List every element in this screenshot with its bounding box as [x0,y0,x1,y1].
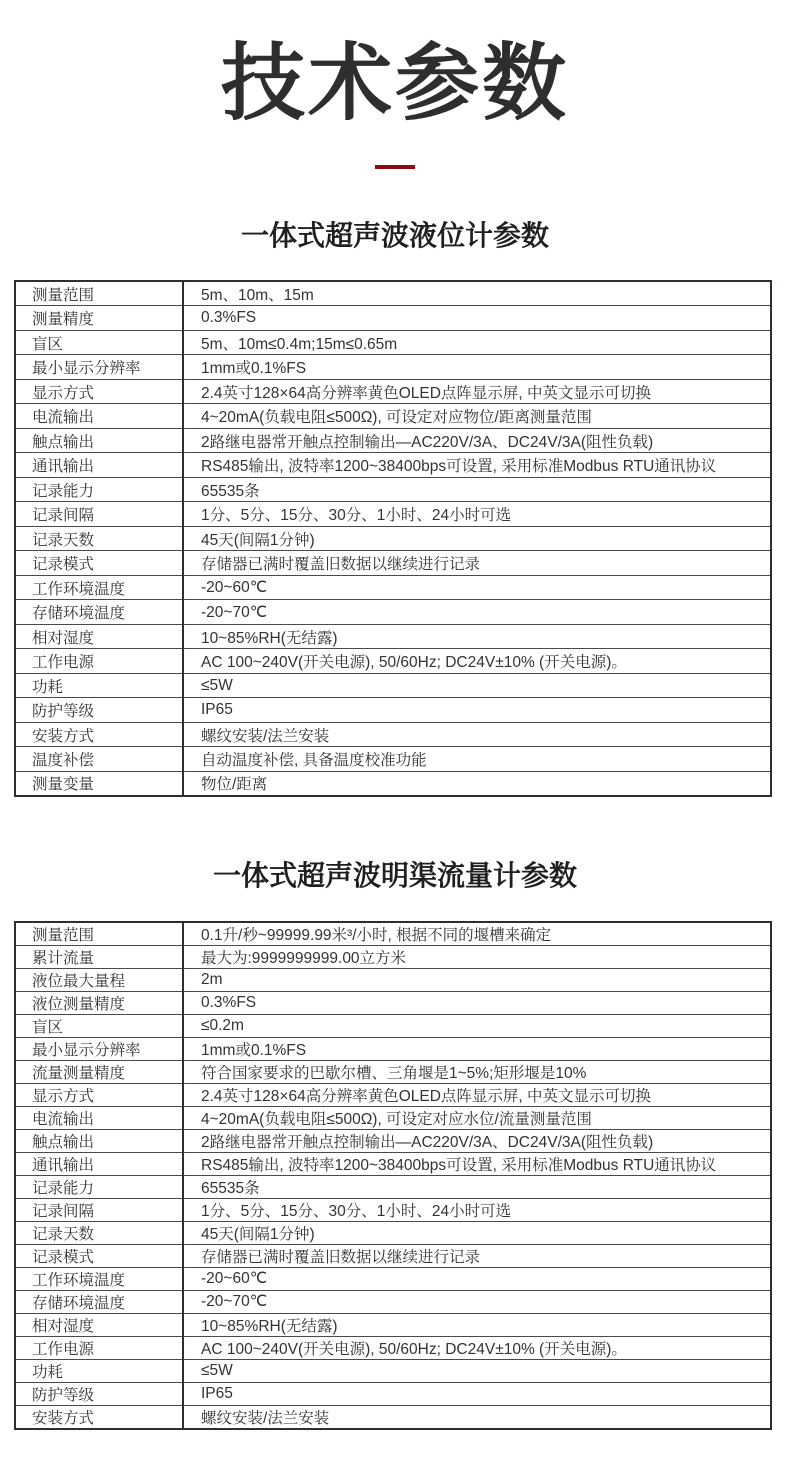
table-row [15,1221,771,1244]
spec-value: 自动温度补偿, 具备温度校准功能 [183,747,771,772]
flow-meter-spec-table [14,921,772,1430]
spec-value: 存储器已满时覆盖旧数据以继续进行记录 [183,1244,771,1267]
spec-value: IP65 [183,1382,771,1405]
spec-value: 0.3%FS [183,991,771,1014]
spec-value: 符合国家要求的巴歇尔槽、三角堰是1~5%;矩形堰是10% [183,1060,771,1083]
spec-label: 记录间隔 [15,502,183,527]
spec-value: -20~70℃ [183,600,771,625]
spec-label: 温度补偿 [15,747,183,772]
spec-label: 存储环境温度 [15,600,183,625]
spec-label: 相对湿度 [15,1313,183,1336]
table-row [15,1267,771,1290]
table-row [15,1129,771,1152]
spec-label: 工作电源 [15,649,183,674]
spec-value: IP65 [183,698,771,723]
spec-label: 安装方式 [15,722,183,747]
table-row [15,453,771,478]
table-row [15,1336,771,1359]
title-accent-bar [375,165,415,169]
table-row [15,575,771,600]
spec-label: 测量范围 [15,281,183,306]
table-row [15,428,771,453]
table-row [15,1152,771,1175]
spec-value: 4~20mA(负载电阻≤500Ω), 可设定对应物位/距离测量范围 [183,404,771,429]
table-row [15,624,771,649]
spec-value: 1mm或0.1%FS [183,1037,771,1060]
spec-label: 显示方式 [15,379,183,404]
table-row [15,968,771,991]
table-row [15,1198,771,1221]
spec-label: 测量范围 [15,922,183,946]
page-title: 技术参数 [220,36,569,130]
spec-value: 45天(间隔1分钟) [183,526,771,551]
spec-value: 1分、5分、15分、30分、1小时、24小时可选 [183,1198,771,1221]
spec-label: 触点输出 [15,428,183,453]
table-row [15,698,771,723]
section-title-level-meter: 一体式超声波液位计参数 [240,219,549,251]
spec-value: ≤5W [183,673,771,698]
spec-value: AC 100~240V(开关电源), 50/60Hz; DC24V±10% (开关电源)。 [183,1336,771,1359]
spec-value: 2m [183,968,771,991]
spec-value: 4~20mA(负载电阻≤500Ω), 可设定对应水位/流量测量范围 [183,1106,771,1129]
spec-label: 功耗 [15,673,183,698]
table-row [15,1175,771,1198]
spec-label: 记录天数 [15,526,183,551]
spec-value: 螺纹安装/法兰安装 [183,722,771,747]
spec-value: RS485输出, 波特率1200~38400bps可设置, 采用标准Modbus RTU通讯协议 [183,1152,771,1175]
spec-value: 5m、10m≤0.4m;15m≤0.65m [183,330,771,355]
spec-value: 45天(间隔1分钟) [183,1221,771,1244]
table-row [15,477,771,502]
spec-value: RS485输出, 波特率1200~38400bps可设置, 采用标准Modbus RTU通讯协议 [183,453,771,478]
table-row [15,551,771,576]
spec-value: 10~85%RH(无结露) [183,624,771,649]
spec-label: 测量精度 [15,306,183,331]
spec-value: -20~60℃ [183,1267,771,1290]
spec-label: 触点输出 [15,1129,183,1152]
spec-label: 记录能力 [15,477,183,502]
table-row [15,649,771,674]
spec-label: 累计流量 [15,945,183,968]
spec-value: ≤5W [183,1359,771,1382]
table-row [15,502,771,527]
table-row [15,1037,771,1060]
spec-value: 螺纹安装/法兰安装 [183,1405,771,1429]
level-meter-spec-table [14,280,772,797]
table-row [15,1313,771,1336]
table-row [15,306,771,331]
spec-label: 液位测量精度 [15,991,183,1014]
spec-value: -20~70℃ [183,1290,771,1313]
section-title-flow-meter: 一体式超声波明渠流量计参数 [212,859,577,891]
spec-label: 通讯输出 [15,1152,183,1175]
spec-label: 最小显示分辨率 [15,355,183,380]
spec-label: 工作环境温度 [15,575,183,600]
spec-value: 1mm或0.1%FS [183,355,771,380]
table-row [15,1083,771,1106]
spec-label: 盲区 [15,330,183,355]
spec-label: 记录天数 [15,1221,183,1244]
spec-value: 65535条 [183,1175,771,1198]
spec-value: 物位/距离 [183,771,771,796]
spec-label: 液位最大量程 [15,968,183,991]
table-row [15,281,771,306]
spec-label: 记录能力 [15,1175,183,1198]
spec-label: 最小显示分辨率 [15,1037,183,1060]
spec-label: 防护等级 [15,698,183,723]
table-row [15,355,771,380]
spec-label: 功耗 [15,1359,183,1382]
table-row [15,1405,771,1429]
spec-value: 最大为:9999999999.00立方米 [183,945,771,968]
spec-label: 流量测量精度 [15,1060,183,1083]
spec-label: 通讯输出 [15,453,183,478]
spec-label: 测量变量 [15,771,183,796]
spec-label: 存储环境温度 [15,1290,183,1313]
spec-label: 相对湿度 [15,624,183,649]
spec-label: 记录间隔 [15,1198,183,1221]
spec-value: 2.4英寸128×64高分辨率黄色OLED点阵显示屏, 中英文显示可切换 [183,1083,771,1106]
table-row [15,945,771,968]
table-row [15,526,771,551]
table-row [15,1060,771,1083]
spec-label: 安装方式 [15,1405,183,1429]
table-row [15,600,771,625]
spec-value: -20~60℃ [183,575,771,600]
spec-value: 1分、5分、15分、30分、1小时、24小时可选 [183,502,771,527]
table-row [15,922,771,946]
table-row [15,673,771,698]
table-row [15,1359,771,1382]
table-row [15,1014,771,1037]
spec-label: 电流输出 [15,1106,183,1129]
spec-value: 5m、10m、15m [183,281,771,306]
spec-value: 10~85%RH(无结露) [183,1313,771,1336]
table-row [15,330,771,355]
table-row [15,991,771,1014]
spec-value: 0.1升/秒~99999.99米³/小时, 根据不同的堰槽来确定 [183,922,771,946]
table-row [15,1290,771,1313]
spec-label: 工作环境温度 [15,1267,183,1290]
spec-value: 2路继电器常开触点控制输出—AC220V/3A、DC24V/3A(阻性负载) [183,428,771,453]
spec-value: ≤0.2m [183,1014,771,1037]
spec-value: 2路继电器常开触点控制输出—AC220V/3A、DC24V/3A(阻性负载) [183,1129,771,1152]
table-row [15,747,771,772]
spec-label: 盲区 [15,1014,183,1037]
table-row [15,379,771,404]
table-row [15,404,771,429]
table-row [15,771,771,796]
spec-label: 记录模式 [15,551,183,576]
spec-label: 显示方式 [15,1083,183,1106]
table-row [15,1382,771,1405]
spec-label: 记录模式 [15,1244,183,1267]
spec-value: 2.4英寸128×64高分辨率黄色OLED点阵显示屏, 中英文显示可切换 [183,379,771,404]
spec-value: 存储器已满时覆盖旧数据以继续进行记录 [183,551,771,576]
spec-label: 防护等级 [15,1382,183,1405]
spec-value: AC 100~240V(开关电源), 50/60Hz; DC24V±10% (开关电源)。 [183,649,771,674]
table-row [15,1244,771,1267]
spec-value: 0.3%FS [183,306,771,331]
spec-label: 工作电源 [15,1336,183,1359]
spec-label: 电流输出 [15,404,183,429]
spec-value: 65535条 [183,477,771,502]
table-row [15,1106,771,1129]
table-row [15,722,771,747]
